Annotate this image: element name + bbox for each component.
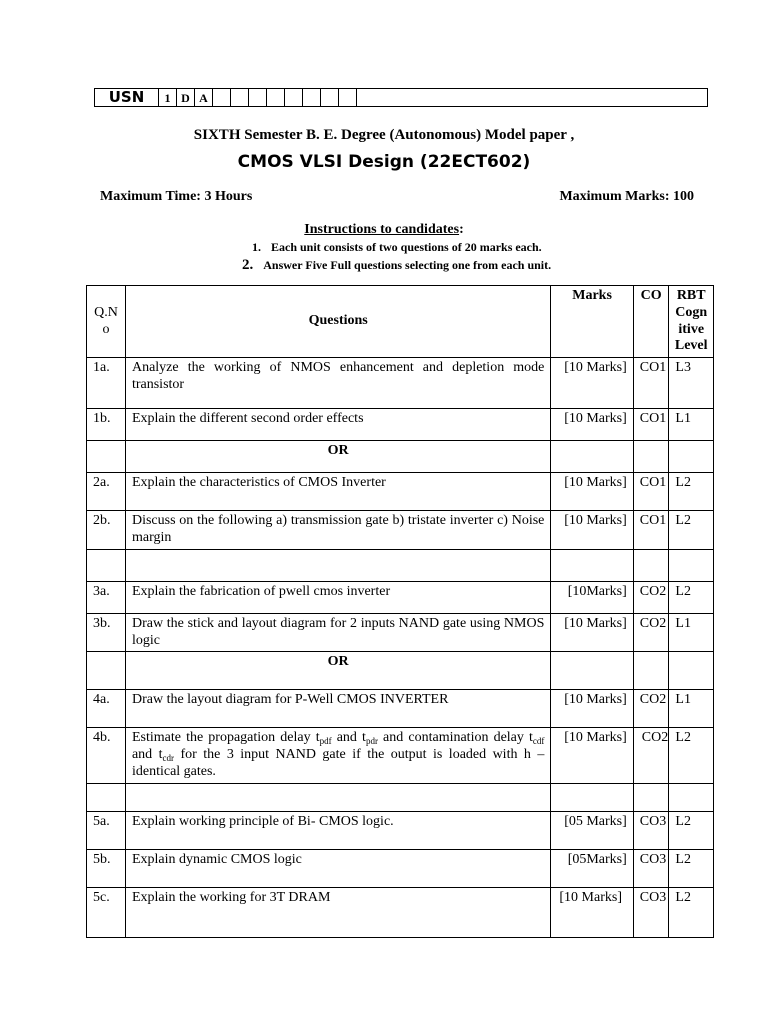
question-marks: [10 Marks] bbox=[551, 473, 633, 511]
empty-cell bbox=[87, 783, 126, 811]
header-marks-text: Marks bbox=[572, 288, 612, 303]
question-co: CO1 bbox=[633, 358, 669, 409]
instruction-item bbox=[242, 257, 551, 274]
question-marks: [10 Marks] bbox=[551, 358, 633, 409]
or-separator-row bbox=[87, 652, 714, 690]
empty-cell bbox=[633, 783, 669, 811]
q-subscript: pdr bbox=[365, 736, 378, 747]
question-text: Explain the fabrication of pwell cmos inverter bbox=[125, 581, 550, 613]
maximum-time: Maximum Time: 3 Hours bbox=[100, 189, 253, 204]
table-row bbox=[87, 849, 714, 887]
question-number: 5b. bbox=[87, 849, 126, 887]
empty-cell bbox=[669, 783, 714, 811]
question-number: 4a. bbox=[87, 690, 126, 728]
question-text: Discuss on the following a) transmission gate b) tristate inverter c) Noise margin bbox=[125, 511, 550, 550]
table-row bbox=[87, 473, 714, 511]
question-marks: [10 Marks] bbox=[551, 887, 633, 937]
empty-cell bbox=[669, 441, 714, 473]
table-row bbox=[87, 409, 714, 441]
or-label: OR bbox=[125, 441, 550, 473]
question-text: Explain the different second order effects bbox=[125, 409, 550, 441]
question-marks: [10 Marks] bbox=[551, 690, 633, 728]
table-row bbox=[87, 690, 714, 728]
blank-separator-row bbox=[87, 783, 714, 811]
question-co: CO1 bbox=[633, 511, 669, 550]
question-co: CO3 bbox=[633, 887, 669, 937]
question-level: L2 bbox=[669, 473, 714, 511]
usn-cell bbox=[249, 89, 267, 106]
table-header-row bbox=[87, 286, 714, 358]
instruction-text: Each unit consists of two questions of 20 marks each. bbox=[271, 240, 542, 254]
header-questions-text: Questions bbox=[308, 313, 368, 329]
question-level: L2 bbox=[669, 728, 714, 783]
question-text: Explain working principle of Bi- CMOS logic. bbox=[125, 811, 550, 849]
empty-cell bbox=[87, 652, 126, 690]
header-rbt bbox=[669, 286, 714, 358]
empty-cell bbox=[551, 652, 633, 690]
question-co: CO3 bbox=[633, 811, 669, 849]
question-text: Explain the working for 3T DRAM bbox=[125, 887, 550, 937]
q-text-part: for the 3 input NAND gate if the output is loaded with h –identical gates. bbox=[131, 747, 545, 779]
header-co bbox=[633, 286, 669, 358]
question-text: Explain the characteristics of CMOS Inverter bbox=[125, 473, 550, 511]
empty-cell bbox=[669, 549, 714, 581]
question-number: 4b. bbox=[87, 728, 126, 783]
table-row bbox=[87, 887, 714, 937]
question-co: CO2 bbox=[633, 613, 669, 652]
empty-cell bbox=[551, 783, 633, 811]
question-co: CO3 bbox=[633, 849, 669, 887]
usn-cell: 1 bbox=[159, 89, 177, 106]
empty-cell bbox=[633, 441, 669, 473]
question-level: L2 bbox=[669, 811, 714, 849]
header-rbt-text: RBT Cogn itive Level bbox=[674, 288, 708, 354]
question-level: L1 bbox=[669, 409, 714, 441]
instruction-item bbox=[252, 240, 542, 255]
question-text: Analyze the working of NMOS enhancement and depletion mode transistor bbox=[125, 358, 550, 409]
question-number: 1b. bbox=[87, 409, 126, 441]
q-text-part: and t bbox=[331, 730, 366, 746]
course-title: CMOS VLSI Design (22ECT602) bbox=[237, 152, 531, 172]
usn-cell bbox=[339, 89, 357, 106]
empty-cell bbox=[551, 549, 633, 581]
question-level: L2 bbox=[669, 581, 714, 613]
question-text: Draw the layout diagram for P-Well CMOS INVERTER bbox=[125, 690, 550, 728]
question-marks: [10 Marks] bbox=[551, 613, 633, 652]
empty-cell bbox=[87, 441, 126, 473]
usn-cell bbox=[267, 89, 285, 106]
question-level: L2 bbox=[669, 849, 714, 887]
usn-cell bbox=[321, 89, 339, 106]
question-number: 2b. bbox=[87, 511, 126, 550]
instruction-number: 1. bbox=[252, 240, 261, 254]
question-number: 2a. bbox=[87, 473, 126, 511]
question-marks: [10 Marks] bbox=[551, 409, 633, 441]
table-row bbox=[87, 811, 714, 849]
instructions-heading-text: Instructions to candidates bbox=[304, 222, 460, 237]
usn-remaining-space bbox=[357, 89, 707, 106]
question-marks: [10 Marks] bbox=[551, 511, 633, 550]
question-co: CO2 bbox=[633, 690, 669, 728]
usn-cell bbox=[285, 89, 303, 106]
maximum-marks: Maximum Marks: 100 bbox=[559, 189, 694, 204]
question-level: L1 bbox=[669, 613, 714, 652]
question-level: L2 bbox=[669, 511, 714, 550]
question-number: 3a. bbox=[87, 581, 126, 613]
question-text bbox=[125, 728, 550, 783]
usn-label: USN bbox=[95, 89, 159, 106]
q-text-part: and contamination delay t bbox=[377, 730, 533, 746]
or-separator-row bbox=[87, 441, 714, 473]
header-qno bbox=[87, 286, 126, 358]
header-marks bbox=[551, 286, 633, 358]
question-level: L3 bbox=[669, 358, 714, 409]
question-text: Draw the stick and layout diagram for 2 inputs NAND gate using NMOS logic bbox=[125, 613, 550, 652]
question-number: 5a. bbox=[87, 811, 126, 849]
question-text: Explain dynamic CMOS logic bbox=[125, 849, 550, 887]
table-row bbox=[87, 581, 714, 613]
questions-table bbox=[86, 285, 714, 938]
instruction-number: 2. bbox=[242, 257, 254, 273]
header-co-text: CO bbox=[640, 288, 662, 303]
usn-cell bbox=[231, 89, 249, 106]
usn-cell: A bbox=[195, 89, 213, 106]
question-marks: [05 Marks] bbox=[551, 811, 633, 849]
table-row bbox=[87, 358, 714, 409]
instructions-colon: : bbox=[459, 222, 464, 237]
question-marks: [10 Marks] bbox=[551, 728, 633, 783]
empty-cell bbox=[551, 441, 633, 473]
blank-separator-row bbox=[87, 549, 714, 581]
table-row bbox=[87, 728, 714, 783]
table-row bbox=[87, 511, 714, 550]
q-text-part: Estimate the propagation delay t bbox=[131, 730, 320, 746]
usn-cell bbox=[213, 89, 231, 106]
empty-cell bbox=[633, 652, 669, 690]
header-questions bbox=[125, 286, 550, 358]
semester-title: SIXTH Semester B. E. Degree (Autonomous) Model paper , bbox=[193, 127, 575, 143]
question-number: 3b. bbox=[87, 613, 126, 652]
q-text-part: and t bbox=[131, 747, 163, 763]
question-level: L1 bbox=[669, 690, 714, 728]
instructions-heading bbox=[0, 222, 768, 238]
table-row bbox=[87, 613, 714, 652]
question-number: 1a. bbox=[87, 358, 126, 409]
empty-cell bbox=[633, 549, 669, 581]
usn-cell bbox=[303, 89, 321, 106]
question-co: CO1 bbox=[633, 409, 669, 441]
question-co: CO2 bbox=[633, 581, 669, 613]
instruction-text: Answer Five Full questions selecting one from each unit. bbox=[263, 258, 552, 272]
question-number: 5c. bbox=[87, 887, 126, 937]
question-co: CO2 bbox=[633, 728, 669, 783]
usn-cell: D bbox=[177, 89, 195, 106]
or-label: OR bbox=[125, 652, 550, 690]
empty-cell bbox=[669, 652, 714, 690]
question-marks: [05Marks] bbox=[551, 849, 633, 887]
question-marks: [10Marks] bbox=[551, 581, 633, 613]
empty-cell bbox=[87, 549, 126, 581]
q-subscript: cdf bbox=[532, 736, 545, 747]
question-level: L2 bbox=[669, 887, 714, 937]
q-subscript: pdf bbox=[319, 736, 332, 747]
question-co: CO1 bbox=[633, 473, 669, 511]
empty-cell bbox=[125, 549, 550, 581]
header-qno-text: Q.N o bbox=[94, 304, 118, 337]
usn-box bbox=[94, 88, 708, 107]
q-subscript: cdr bbox=[162, 753, 175, 764]
empty-cell bbox=[125, 783, 550, 811]
